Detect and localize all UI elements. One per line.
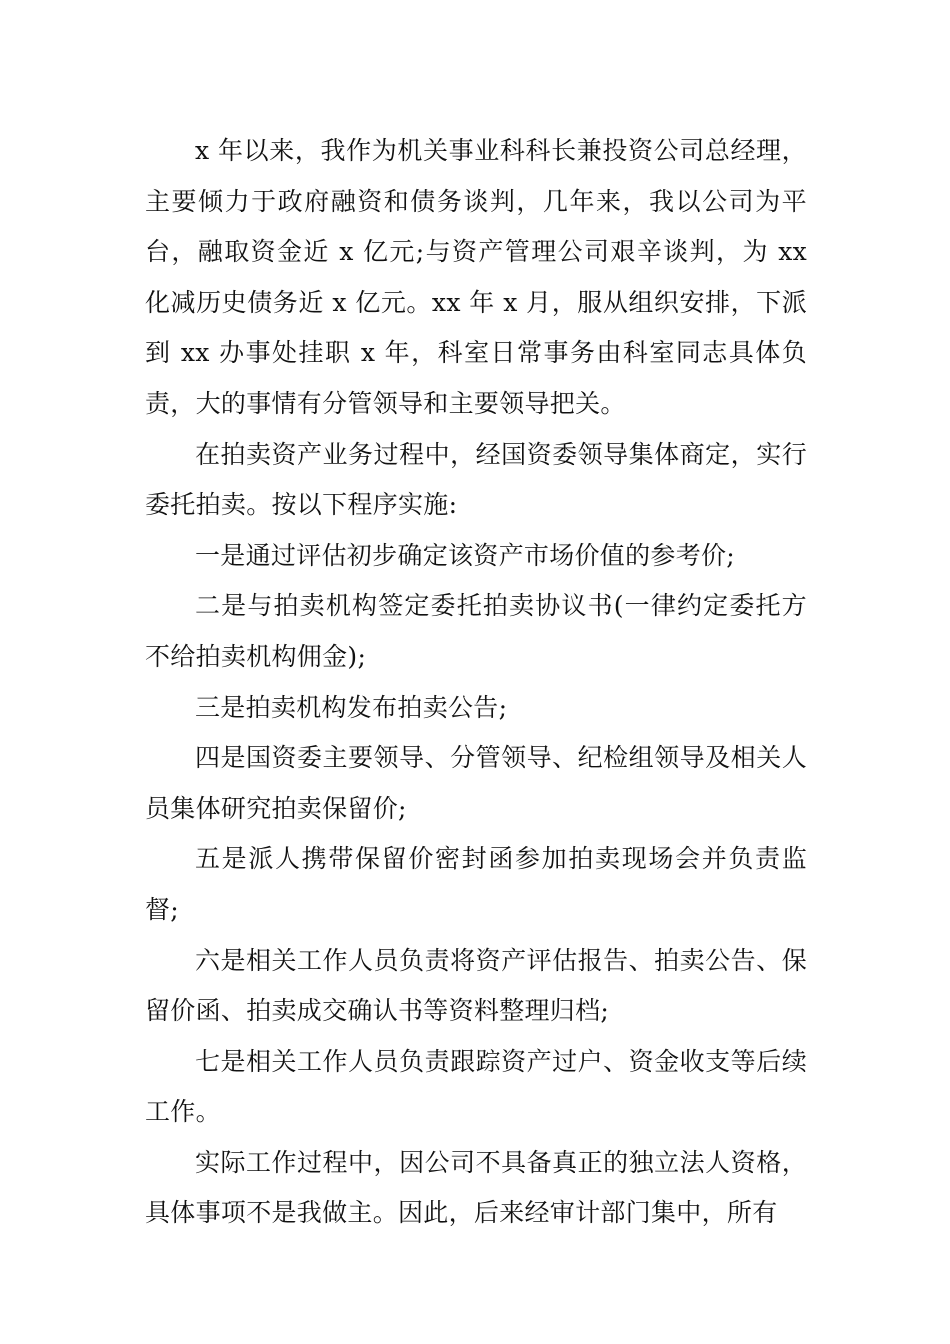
paragraph-step-6: 六是相关工作人员负责将资产评估报告、拍卖公告、保留价函、拍卖成交确认书等资料整理归档; [145,945,807,1026]
paragraph-practice: 实际工作过程中，因公司不具备真正的独立法人资格，具体事项不是我做主。因此，后来经审计部门集中，所有 [145,1147,807,1228]
document-body [145,126,807,1239]
paragraph-step-3: 三是拍卖机构发布拍卖公告; [195,692,508,722]
paragraph-step-1: 一是通过评估初步确定该资产市场价值的参考价; [195,540,736,570]
paragraph-step-7: 七是相关工作人员负责跟踪资产过户、资金收支等后续工作。 [145,1046,807,1127]
paragraph-step-5: 五是派人携带保留价密封函参加拍卖现场会并负责监督; [145,844,807,924]
paragraph-step-2: 二是与拍卖机构签定委托拍卖协议书(一律约定委托方不给拍卖机构佣金); [145,591,807,671]
paragraph-auction-process: 在拍卖资产业务过程中，经国资委领导集体商定，实行委托拍卖。按以下程序实施: [145,439,807,520]
paragraph-intro: x 年以来，我作为机关事业科科长兼投资公司总经理，主要倾力于政府融资和债务谈判，几年来，我以公司为平台，融取资金近 x 亿元;与资产管理公司艰辛谈判，为 xx 化减历史债务近 x 亿元。xx 年 x 月，服从组织安排，下派到 xx 办事处挂职 x 年，科室日常事务由科室同志具体负责，大的事情有分管领导和主要领导把关。 [145,136,807,418]
paragraph-step-4: 四是国资委主要领导、分管领导、纪检组领导及相关人员集体研究拍卖保留价; [145,743,807,823]
